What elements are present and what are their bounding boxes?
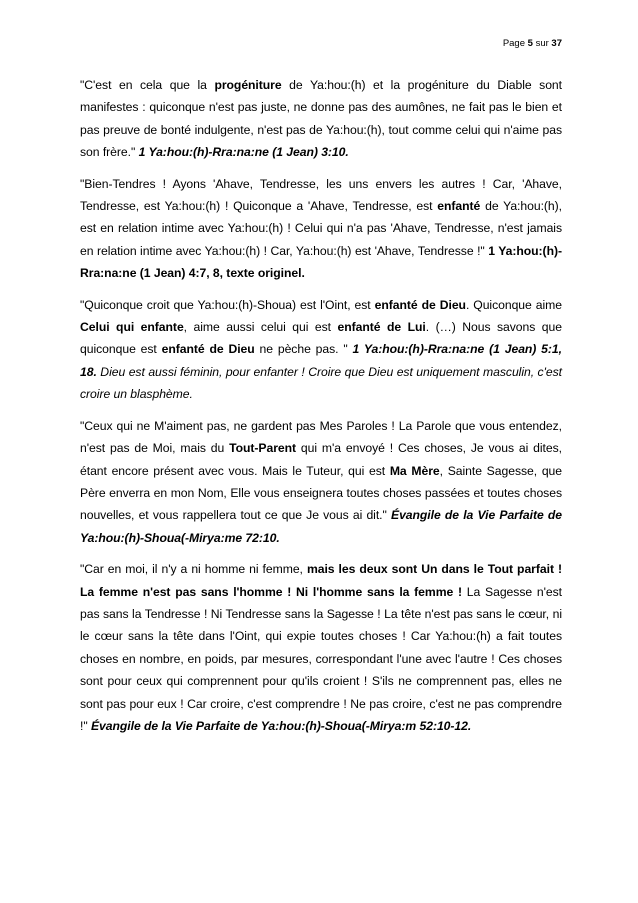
page-current: 5	[527, 38, 533, 49]
text-run: qui m'a envoyé ! Ces choses, Je vous ai dites, étant encore présent avec vous. Mais le Tuteur, qui est	[80, 441, 563, 478]
text-run: de Ya:hou:(h), est en relation intime avec Ya:hou:(h) ! Celui qui n'a pas 'Ahave, Tendresse, n'est jamais en relation intime avec Ya:hou:(h) ! Car, Ya:hou:(h) est 'Ahave, Tendresse !"	[80, 199, 562, 258]
text-run: "Ceux qui ne M'aiment pas, ne gardent pas Mes Paroles ! La Parole que vous entendez, n'est pas de Moi, mais du	[80, 418, 562, 456]
paragraph-4	[80, 415, 562, 549]
text-run: "Bien-Tendres ! Ayons 'Ahave, Tendresse, les uns envers les autres ! Car, 'Ahave, Tendresse, est Ya:hou:(h) ! Quiconque a 'Ahave, Tendresse, est	[80, 176, 562, 214]
bold-text: 1 Ya:hou:(h)-Rra:na:ne (1 Jean) 4:7, 8, texte originel.	[80, 243, 562, 281]
bold-text: Tout-Parent	[229, 441, 297, 456]
document-body	[80, 74, 562, 746]
bold-text: mais les deux sont Un dans le Tout parfait ! La femme n'est pas sans l'homme ! Ni l'homme sans la femme !	[80, 562, 562, 599]
text-run: de Ya:hou:(h) et la progéniture du Diable sont manifestes : quiconque n'est pas juste, ne donne pas des aumônes, ne fait pas le bien et pas preuve de bonté indulgente, n'est pas de Ya:hou:(h), tout comme celui qui n'aime pas son frère."	[80, 78, 562, 160]
text-run: , Sainte Sagesse, que Père enverra en mon Nom, Elle vous enseignera toutes choses passées et toutes choses nouvelles, et vous rappellera tout ce que Je vous ai dit."	[80, 463, 563, 523]
text-run: . (…) Nous savons que quiconque est	[80, 320, 562, 357]
text-run: La Sagesse n'est pas sans la Tendresse ! Ni Tendresse sans la Sagesse ! La tête n'est pas sans le cœur, ni le cœur sans la tête dans l'Oint, qui expie toutes choses ! Car Ya:hou:(h) a fait toutes choses en nombre, en poids, par mesures, correspondant l'une avec l'autre ! Ces choses sont pour ceux qui comprennent pour qu'ils croient ! S'ils ne comprennent pas, elles ne sont pas pour eux ! Car croire, c'est comprendre ! Ne pas croire, c'est ne pas comprendre !"	[80, 584, 562, 733]
bold-text: enfanté de Dieu	[374, 297, 466, 312]
bold-text: Ma Mère	[389, 463, 440, 478]
page-total: 37	[551, 38, 562, 49]
italic-text: Dieu est aussi féminin, pour enfanter ! Croire que Dieu est uniquement masculin, c'est croire un blasphème.	[80, 364, 562, 402]
citation-reference: Évangile de la Vie Parfaite de Ya:hou:(h)-Shoua(-Mirya:me 72:10.	[80, 508, 563, 545]
citation-reference: Évangile de la Vie Parfaite de Ya:hou:(h)-Shoua(-Mirya:m 52:10-12.	[90, 718, 472, 733]
bold-text: enfanté	[437, 199, 481, 214]
text-run: , aime aussi celui qui est	[183, 320, 338, 335]
paragraph-5	[80, 558, 562, 737]
bold-text: progéniture	[214, 78, 282, 92]
page-prefix: Page	[502, 38, 528, 49]
text-run: "Car en moi, il n'y a ni homme ni femme,	[80, 562, 307, 577]
citation-reference: 1 Ya:hou:(h)-Rra:na:ne (1 Jean) 5:1, 18.	[80, 342, 562, 379]
citation-reference: 1 Ya:hou:(h)-Rra:na:ne (1 Jean) 3:10.	[138, 145, 349, 160]
text-run: ne pèche pas. "	[254, 342, 353, 357]
bold-text: enfanté de Lui	[337, 320, 426, 335]
page-number	[503, 38, 562, 49]
bold-text: Celui qui enfante	[80, 320, 184, 335]
paragraph-1	[80, 74, 562, 164]
paragraph-2	[80, 173, 562, 285]
text-run: . Quiconque aime	[465, 297, 562, 312]
text-run: "Quiconque croit que Ya:hou:(h)-Shoua) est l'Oint, est	[80, 297, 375, 312]
bold-text: enfanté de Dieu	[161, 342, 255, 357]
page-separator: sur	[532, 38, 552, 49]
paragraph-3	[80, 294, 562, 406]
text-run: "C'est en cela que la	[80, 78, 215, 92]
